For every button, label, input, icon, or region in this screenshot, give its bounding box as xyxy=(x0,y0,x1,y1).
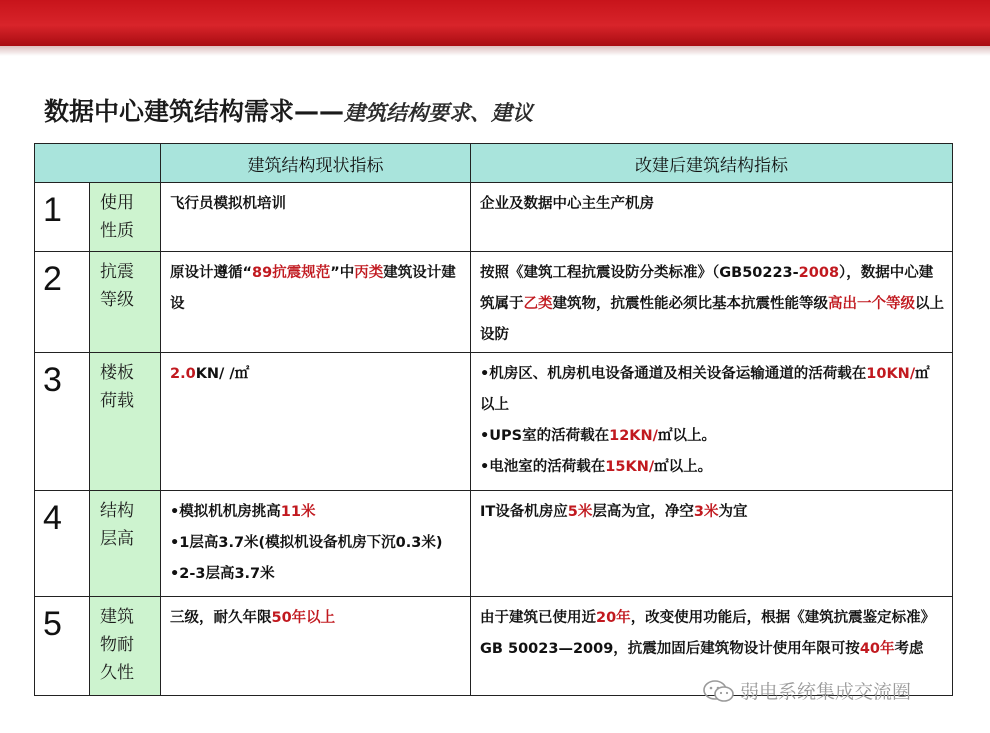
spec-text: 企业及数据中心主生产机房 xyxy=(480,196,654,212)
category-line: 性质 xyxy=(100,221,134,241)
spec-paragraph xyxy=(480,497,944,528)
category-line: 等级 xyxy=(100,290,134,310)
wechat-icon xyxy=(702,679,736,703)
spec-text: 为宜 xyxy=(718,504,748,520)
spec-paragraph xyxy=(480,189,944,220)
spec-text: •模拟机机房挑高 xyxy=(170,504,281,520)
highlight-text: 10KN/ xyxy=(866,366,916,382)
category-line: 结构 xyxy=(100,501,134,521)
spec-text: ，改变使用功能后，根据《建筑抗震鉴定标准》GB 50023—2009，抗震加固后建筑物设计使用年限可按 xyxy=(480,610,936,657)
category-line: 建筑 xyxy=(100,607,134,627)
spec-text: 建筑物，抗震性能必须比基本抗震性能等级 xyxy=(552,296,828,312)
row-category xyxy=(90,491,161,597)
header-current: 建筑结构现状指标 xyxy=(161,144,471,183)
spec-text: ”中 xyxy=(330,265,355,281)
highlight-text: 高出一个等级 xyxy=(828,296,915,312)
spec-text: KN/ /㎡ xyxy=(195,366,250,382)
proposed-spec-cell xyxy=(471,252,953,353)
spec-paragraph xyxy=(480,452,944,483)
title-subtitle: 建筑结构要求、建议 xyxy=(344,100,534,125)
watermark-text: 弱电系统集成交流圈 xyxy=(740,681,912,703)
row-number: 1 xyxy=(35,183,90,252)
highlight-text: 12KN/ xyxy=(609,428,658,444)
category-line: 久性 xyxy=(100,663,134,683)
requirements-table xyxy=(34,143,953,696)
spec-text: 建筑设计建设 xyxy=(170,265,456,312)
spec-paragraph xyxy=(170,528,462,559)
spec-paragraph xyxy=(480,359,944,421)
spec-text: •2-3层高3.7米 xyxy=(170,566,275,582)
spec-text: 按照《建筑工程抗震设防分类标准》（GB50223- xyxy=(480,265,799,281)
spec-text: •1层高3.7米(模拟机设备机房下沉0.3米) xyxy=(170,535,443,551)
row-category xyxy=(90,597,161,696)
highlight-text: 50年以上 xyxy=(271,610,336,626)
highlight-text: 40年 xyxy=(859,641,895,657)
highlight-text: 20年 xyxy=(596,610,631,626)
spec-text: •UPS室的活荷载在 xyxy=(480,428,610,444)
spec-paragraph xyxy=(480,258,944,351)
category-line: 楼板 xyxy=(100,363,134,383)
spec-text: ），数据中心建筑属于 xyxy=(480,265,934,312)
row-number: 2 xyxy=(35,252,90,353)
spec-text: 考虑 xyxy=(894,641,924,657)
spec-paragraph xyxy=(170,559,462,590)
spec-paragraph xyxy=(170,359,462,390)
spec-paragraph xyxy=(170,189,462,220)
category-line: 使用 xyxy=(100,193,134,213)
highlight-text: 3米 xyxy=(693,504,719,520)
header-proposed: 改建后建筑结构指标 xyxy=(471,144,953,183)
category-line: 层高 xyxy=(100,529,134,549)
watermark xyxy=(702,677,911,704)
proposed-spec-cell xyxy=(471,183,953,252)
row-number: 3 xyxy=(35,353,90,491)
header-blank xyxy=(35,144,161,183)
spec-text: IT设备机房应 xyxy=(480,504,568,520)
spec-text: 由于建筑已使用近 xyxy=(480,610,596,626)
current-spec-cell xyxy=(161,183,471,252)
spec-paragraph xyxy=(170,603,462,634)
spec-text: 三级，耐久年限 xyxy=(170,610,272,626)
category-line: 抗震 xyxy=(100,262,134,282)
table-row xyxy=(35,353,953,491)
spec-text: ㎡以上。 xyxy=(657,428,716,444)
highlight-text: 丙类 xyxy=(354,265,384,281)
spec-text: ㎡以上 xyxy=(480,366,930,413)
spec-paragraph xyxy=(480,421,944,452)
highlight-text: 89抗震规范 xyxy=(252,265,331,281)
table-row xyxy=(35,183,953,252)
table-row xyxy=(35,252,953,353)
current-spec-cell xyxy=(161,353,471,491)
spec-text: 飞行员模拟机培训 xyxy=(170,196,286,212)
spec-text: 以上设防 xyxy=(480,296,944,343)
title-main: 数据中心建筑结构需求—— xyxy=(44,97,345,126)
table-row xyxy=(35,491,953,597)
spec-paragraph xyxy=(170,497,462,528)
proposed-spec-cell xyxy=(471,491,953,597)
current-spec-cell xyxy=(161,597,471,696)
spec-text: •电池室的活荷载在 xyxy=(480,459,606,475)
spec-text: 原设计遵循“ xyxy=(170,265,253,281)
row-number: 5 xyxy=(35,597,90,696)
row-category xyxy=(90,252,161,353)
highlight-text: 2008 xyxy=(798,265,840,281)
highlight-text: 5米 xyxy=(567,504,593,520)
highlight-text: 乙类 xyxy=(523,296,553,312)
slide-title xyxy=(44,92,533,128)
table-header-row xyxy=(35,144,953,183)
category-line: 物耐 xyxy=(100,635,134,655)
proposed-spec-cell xyxy=(471,353,953,491)
spec-text: ㎡以上。 xyxy=(654,459,713,475)
row-number: 4 xyxy=(35,491,90,597)
category-line: 荷载 xyxy=(100,391,134,411)
highlight-text: 2.0 xyxy=(170,366,196,382)
spec-paragraph xyxy=(480,603,944,665)
highlight-text: 11米 xyxy=(280,504,316,520)
spec-text: 层高为宜，净空 xyxy=(592,504,694,520)
spec-paragraph xyxy=(170,258,462,320)
row-category xyxy=(90,353,161,491)
row-category xyxy=(90,183,161,252)
spec-text: •机房区、机房机电设备通道及相关设备运输通道的活荷载在 xyxy=(480,366,867,382)
top-banner xyxy=(0,0,990,46)
current-spec-cell xyxy=(161,252,471,353)
current-spec-cell xyxy=(161,491,471,597)
highlight-text: 15KN/ xyxy=(605,459,655,475)
